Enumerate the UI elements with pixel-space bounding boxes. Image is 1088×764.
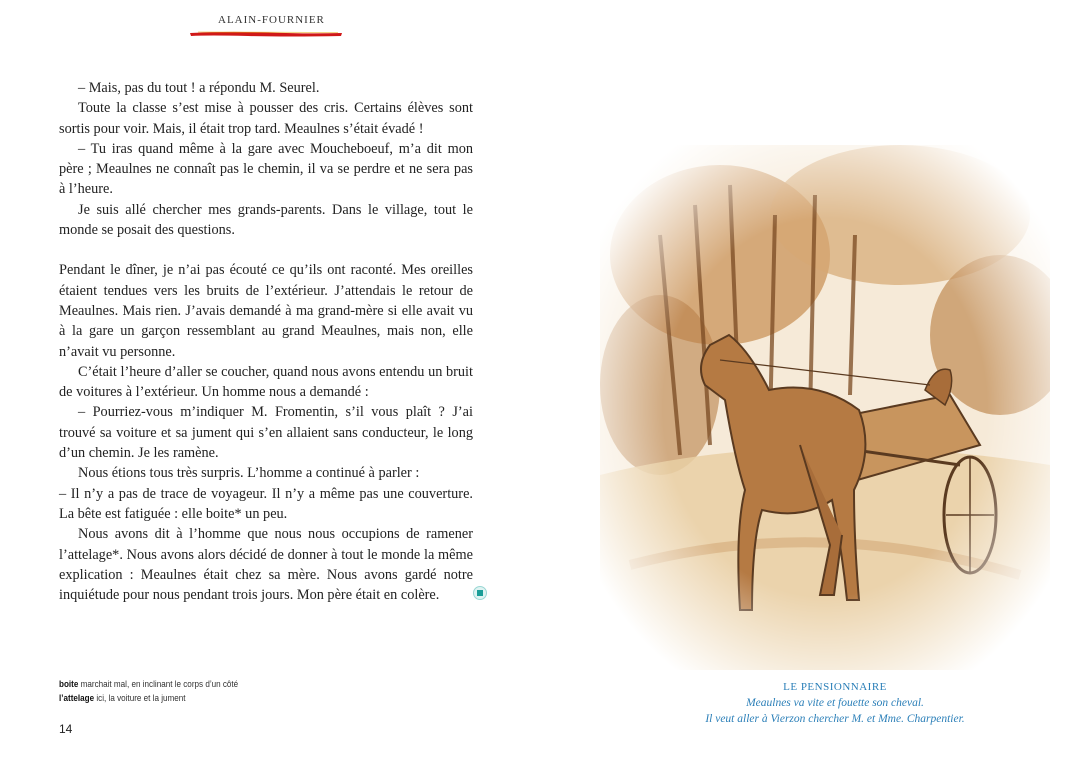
footnote: boite marchait mal, en inclinant le corps d’un côté: [59, 679, 239, 689]
footnotes: [59, 677, 238, 705]
caption-line: Il veut aller à Vierzon chercher M. et Mme. Charpentier.: [705, 713, 965, 725]
horse-cart-illustration: [600, 145, 1050, 670]
page-number: 14: [59, 722, 73, 736]
paragraph: – Mais, pas du tout ! a répondu M. Seurel.: [78, 80, 320, 96]
paragraph: – Pourriez-vous m’indiquer M. Fromentin, s’il vous plaît ? J’ai trouvé sa voiture et sa jument qui s’en allaient sans conducteur, le long d’un chemin. Je les ramène.: [59, 404, 473, 462]
paragraph: C’était l’heure d’aller se coucher, quand nous avons entendu un bruit de voitures à l’extérieur. Un homme nous a demandé :: [59, 363, 473, 401]
footnote: l’attelage ici, la voiture et la jument: [59, 693, 186, 703]
red-brush-stroke: [188, 30, 344, 38]
paragraph: – Tu iras quand même à la gare avec Moucheboeuf, m’a dit mon père ; Meaulnes ne connaît pas le chemin, il va se perdre et ne sera pas à l’heure.: [59, 140, 473, 198]
paragraph: Je suis allé chercher mes grands-parents. Dans le village, tout le monde se posait des questions.: [59, 201, 473, 239]
caption-title: LE PENSIONNAIRE: [783, 681, 887, 693]
paragraph: Pendant le dîner, je n’ai pas écouté ce qu’ils ont raconté. Mes oreilles étaient tendues vers les bruits de l’extérieur. J’attendais le retour de Meaulnes. Mais rien. J’avais demandé à ma grand-mère si elle avait vu à la gare un garçon ressemblant au grand Meaulnes, mais non, elle n’avait vu personne.: [59, 262, 473, 360]
caption-line: Meaulnes va vite et fouette son cheval.: [746, 697, 924, 709]
running-header-author: ALAIN-FOURNIER: [218, 14, 325, 26]
body-text: [59, 78, 473, 605]
paragraph: Nous avons dit à l’homme que nous nous occupions de ramener l’attelage*. Nous avons alors décidé de donner à tout le monde la même explication : Meaulnes était chez sa mère. Nous avons gardé notre inquiétude pour nous pendant trois jours. Mon père était en colère.: [59, 526, 473, 604]
illustration-caption: [690, 679, 980, 727]
paragraph: Toute la classe s’est mise à pousser des cris. Certains élèves sont sortis pour voir. Mais, il était trop tard. Meaulnes s’était évadé !: [59, 100, 473, 137]
paragraph: – Il n’y a pas de trace de voyageur. Il n’y a même pas une couverture. La bête est fatiguée : elle boite* un peu.: [59, 485, 473, 522]
paragraph: Nous étions tous très surpris. L’homme a continué à parler :: [78, 465, 420, 482]
audio-marker-icon[interactable]: [473, 586, 487, 600]
